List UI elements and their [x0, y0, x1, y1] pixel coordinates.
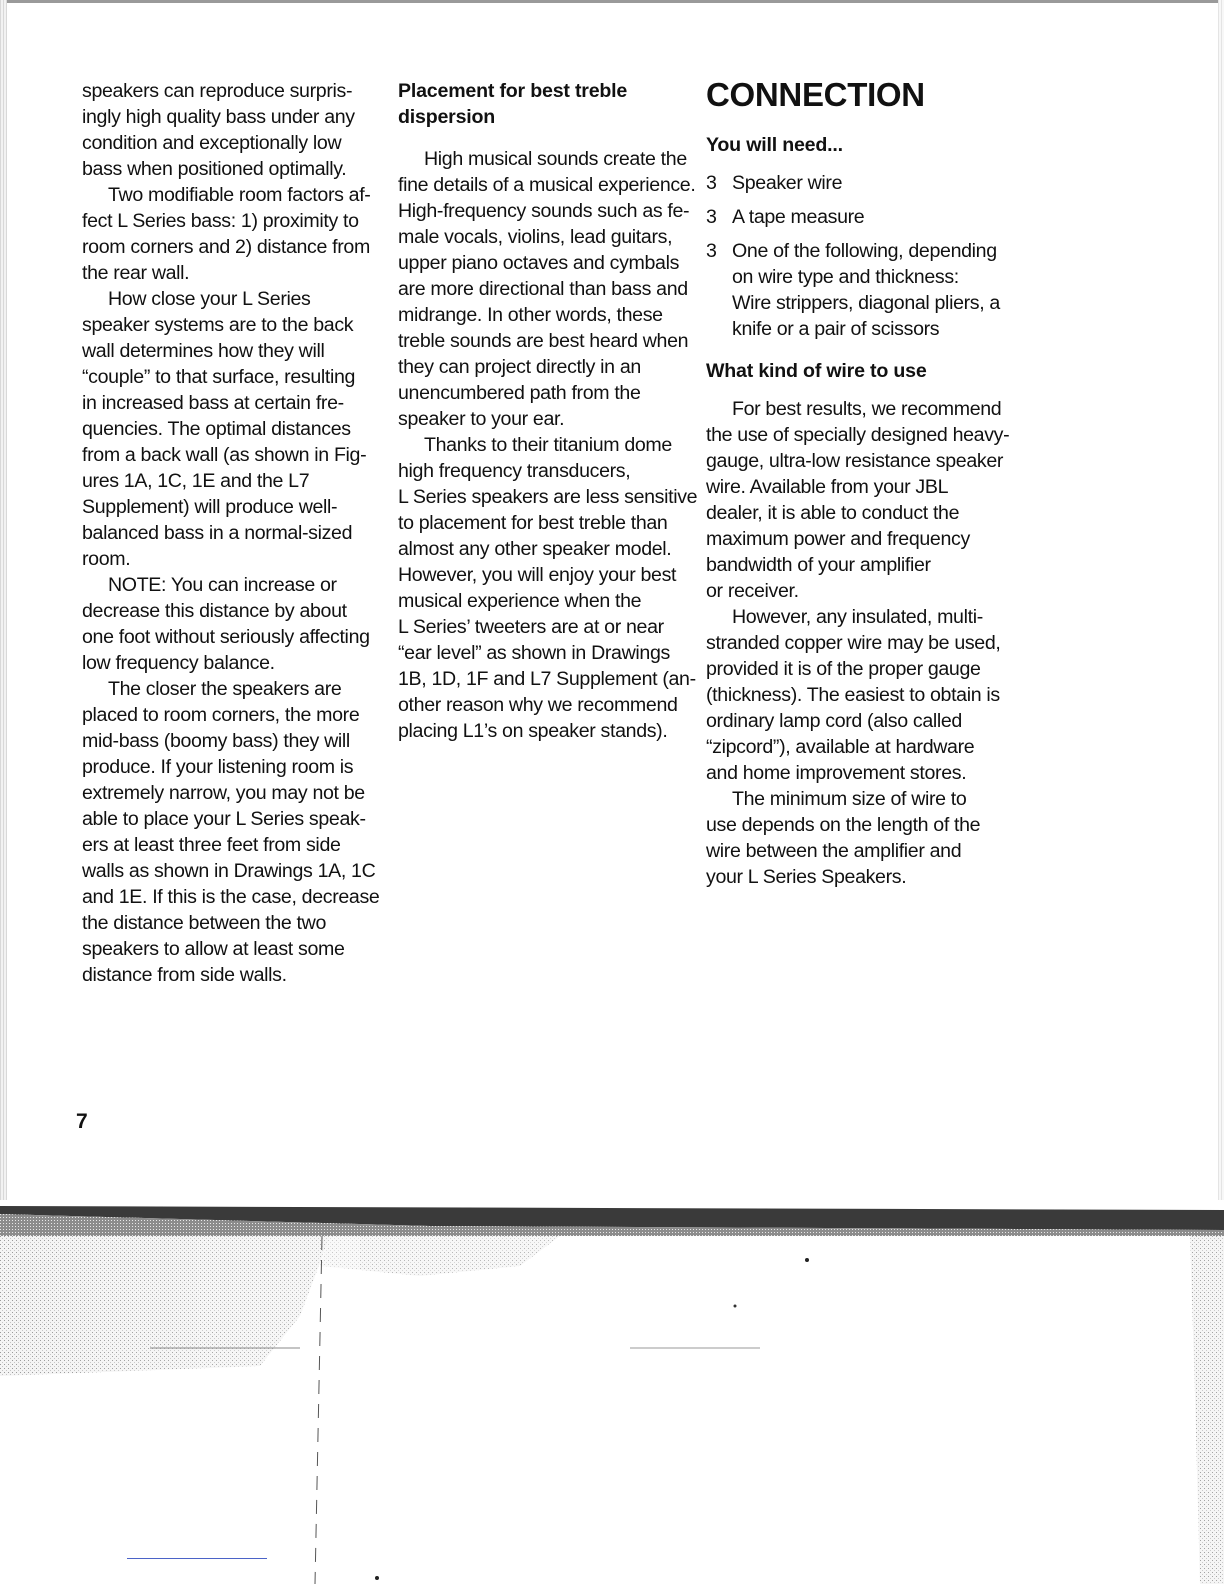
treble-placement-heading: Placement for best treble dispersion [398, 80, 628, 128]
wire-type-heading: What kind of wire to use [706, 360, 927, 382]
col1-paragraph-2: Two modifiable room factors af- fect L Series bass: 1) proximity to room corners and 2) distance from the rear wall. [82, 184, 371, 284]
scan-edge-right [1218, 0, 1224, 1200]
column-1 [82, 78, 382, 988]
bullet-marker: 3 [706, 206, 717, 228]
col1-paragraph-3: How close your L Series speaker systems are to the back wall determines how they will “couple” to that surface, resulting in increased bass at certain fre- quencies. The optimal distances from a back wall (as shown in Fig- ures 1A, 1C, 1E and the L7 Supplement) will produce well- balanced bass in a normal-sized room. [82, 288, 367, 570]
you-will-need-heading: You will need... [706, 134, 843, 156]
column-3 [706, 76, 1010, 890]
col3-paragraph-1: For best results, we recommend the use of specially designed heavy- gauge, ultra-low resistance speaker wire. Available from your JBL dealer, it is able to conduct the maximum power and frequency bandwidth of your amplifier or receiver. [706, 398, 1010, 602]
bullet-marker: 3 [706, 172, 717, 194]
page-number: 7 [76, 1110, 88, 1133]
bullet-tools: 3 One of the following, depending on wire type and thickness: Wire strippers, diagonal pliers, a knife or a pair of scissors [706, 240, 1000, 340]
bullet-tape-measure: 3 A tape measure [706, 206, 865, 228]
col3-paragraph-3: The minimum size of wire to use depends on the length of the wire between the amplifier and your L Series Speakers. [706, 788, 981, 888]
bullet-speaker-wire: 3 Speaker wire [706, 172, 843, 194]
col2-paragraph-1: High musical sounds create the fine details of a musical experience. High-frequency sounds such as fe- male vocals, violins, lead guitars, upper piano octaves and cymbals are more directional than bass and midrange. In other words, these treble sounds are best heard when they can project directly in an unencumbered path from the speaker to your ear. [398, 148, 696, 430]
connection-title: CONNECTION [706, 76, 925, 113]
col2-paragraph-2: Thanks to their titanium dome high frequency transducers, L Series speakers are less sensitive to placement for best treble than almost any other speaker model. However, you will enjoy your best musical experience when the L Series’ tweeters are at or near “ear level” as shown in Drawings 1B, 1D, 1F and L7 Supplement (an- other reason why we recommend placing L1’s on speaker stands). [398, 434, 698, 742]
col1-paragraph-note: NOTE: You can increase or decrease this distance by about one foot without seriously affecting low frequency balance. [82, 574, 370, 674]
scan-shadow-band [0, 1196, 1224, 1584]
col1-paragraph-1: speakers can reproduce surpris- ingly high quality bass under any condition and exceptionally low bass when positioned optimally. [82, 80, 355, 180]
scan-edge-top [0, 0, 1224, 3]
blue-scan-line [127, 1558, 267, 1559]
col3-paragraph-2: However, any insulated, multi- stranded copper wire may be used, provided it is of the proper gauge (thickness). The easiest to obtain is ordinary lamp cord (also called “zipcord”), available at hardware and home improvement stores. [706, 606, 1001, 784]
col1-paragraph-5: The closer the speakers are placed to room corners, the more mid-bass (boomy bass) they will produce. If your listening room is extremely narrow, you may not be able to place your L Series speak- ers at least three feet from side walls as shown in Drawings 1A, 1C and 1E. If this is the case, decrease the distance between the two speakers to allow at least some distance from side walls. [82, 678, 380, 986]
scan-edge-left [0, 0, 7, 1200]
column-2 [398, 78, 698, 744]
bullet-marker: 3 [706, 240, 717, 262]
